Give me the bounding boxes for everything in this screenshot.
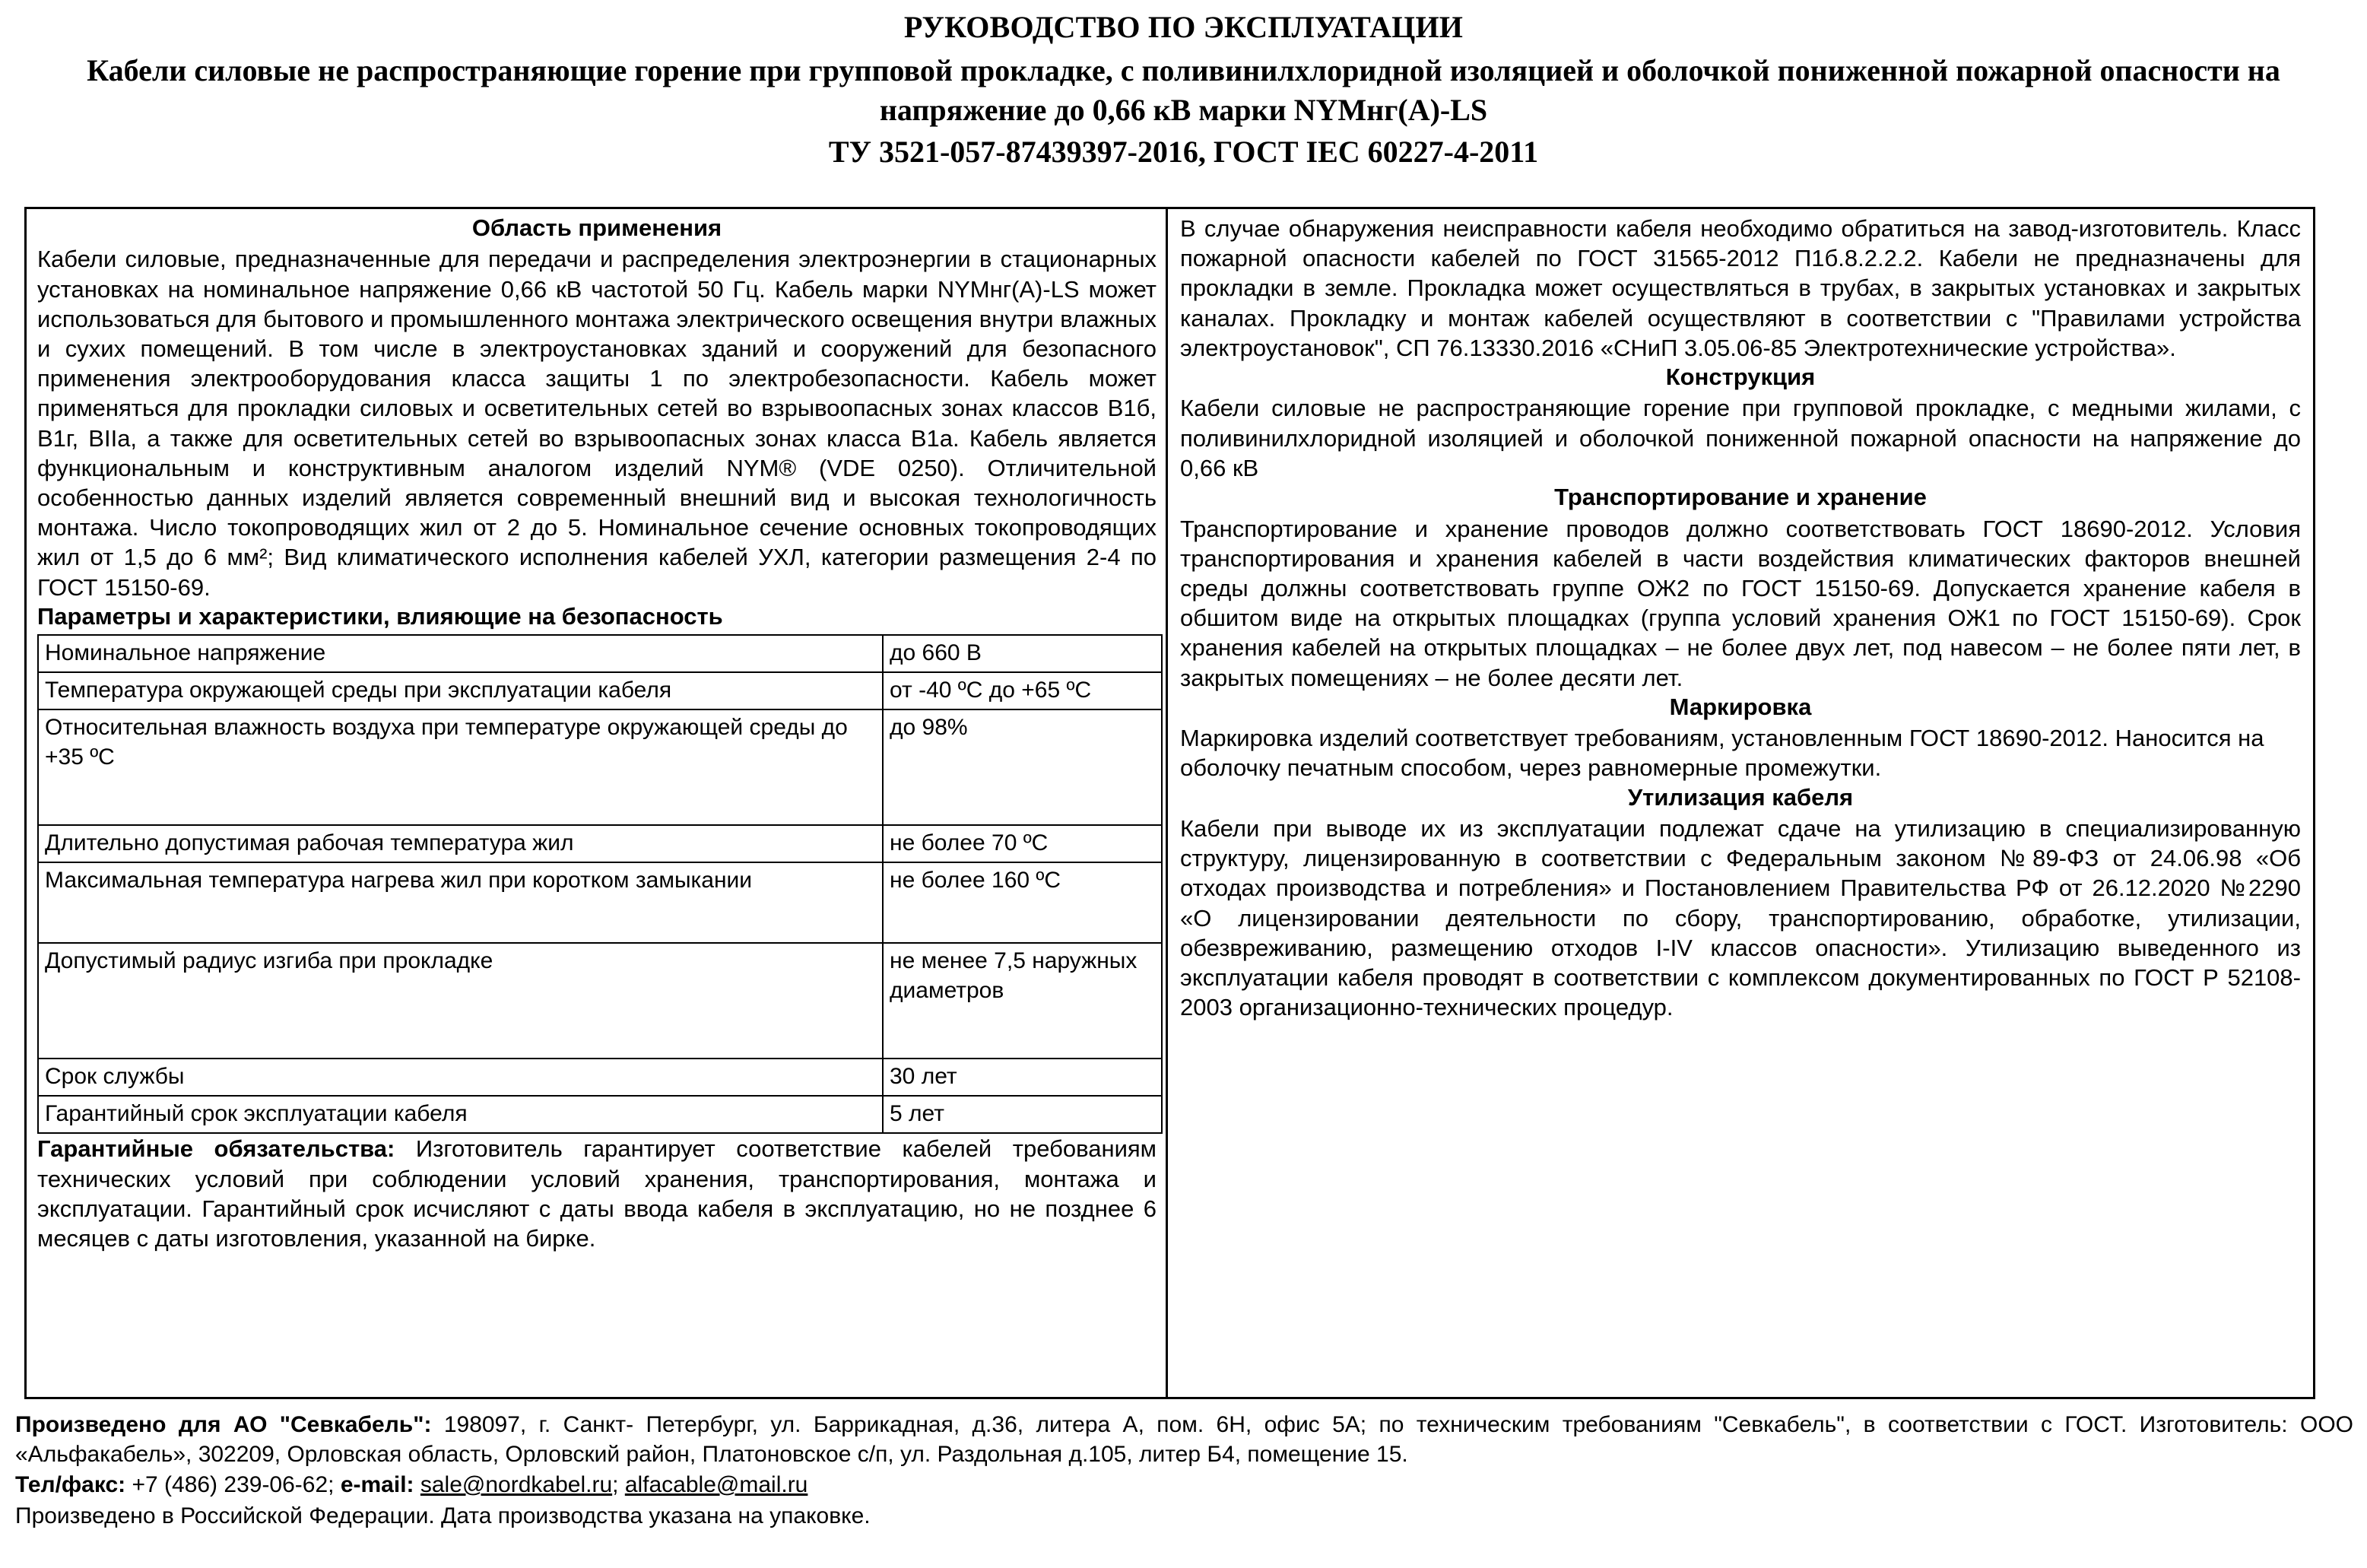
param-name: Температура окружающей среды при эксплуатации кабеля <box>38 672 883 709</box>
contact-line <box>15 1471 2353 1500</box>
document-title-block <box>0 0 2367 172</box>
warranty-text: Изготовитель гарантирует соответствие кабелей требованиям технических условий при соблюдении условий хранения, транспортирования, монтажа и эксплуатации. Гарантийный срок исчисляют с даты ввода кабеля в эксплуатацию, но не позднее 6 месяцев с даты изготовления, указанной на бирке. <box>37 1135 1157 1252</box>
disposal-paragraph: Кабели при выводе их из эксплуатации подлежат сдаче на утилизацию в специализированную структуру, лицензированную в соответствии с Федеральным законом №89-ФЗ от 24.06.98 «Об отходах производства и потребления» и Постановлением Правительства РФ от 26.12.2020 №2290 «О лицензировании деятельности по сбору, транспортированию, обработке, утилизации, обезвреживанию, размещению отходов I-IV классов опасности». Утилизацию выведенного из эксплуатации кабеля проводят в соответствии с комплексом документированных по ГОСТ Р 52108-2003 организационно-технических процедур. <box>1180 815 2301 1021</box>
warranty-paragraph <box>37 1134 1157 1253</box>
param-value: 30 лет <box>883 1059 1162 1096</box>
section-heading-parameters: Параметры и характеристики, влияющие на безопасность <box>37 602 723 630</box>
param-value: 5 лет <box>883 1096 1162 1133</box>
param-name: Относительная влажность воздуха при температуре окружающей среды до +35 ºС <box>38 709 883 825</box>
email-link-sale[interactable]: sale@nordkabel.ru <box>420 1472 613 1498</box>
param-value: не более 70 ºС <box>883 825 1162 862</box>
right-column <box>1168 209 2313 1397</box>
email-label: e-mail: <box>340 1472 414 1498</box>
marking-paragraph: Маркировка изделий соответствует требованиям, установленным ГОСТ 18690-2012. Наносится на оболочку печатным способом, через равномерные промежутки. <box>1180 725 2264 782</box>
email-link-alfacable[interactable]: alfacable@mail.ru <box>624 1472 808 1498</box>
fault-paragraph: В случае обнаружения неисправности кабеля необходимо обратиться на завод-изготовитель. Класс пожарной опасности кабелей по ГОСТ 31565-2012 П1б.8.2.2.2. Кабели не предназначены для прокладки в земле. Прокладка может осуществляться в трубах, в закрытых установках и закрытых каналах. Прокладку и монтаж кабелей осуществляют в соответствии с "Правилами устройства электроустановок", СП 76.13330.2016 «СНиП 3.05.06-85 Электротехнические устройства». <box>1180 215 2301 361</box>
phone-value: +7 (486) 239-06-62; <box>125 1472 341 1498</box>
produced-for-text: 198097, г. Санкт- Петербург, ул. Баррикадная, д.36, литера А, пом. 6Н, офис 5А; по техническим требованиям "Севкабель", в соответствии с ГОСТ. Изготовитель: ООО «Альфакабель», 302209, Орловская область, Орловский район, Платоновское с/п, ул. Раздольная д.105, литер Б4, помещение 15. <box>15 1412 2353 1467</box>
table-row <box>38 635 1162 672</box>
section-heading-transport: Транспортирование и хранение <box>1554 484 1927 511</box>
table-row <box>38 825 1162 862</box>
document-standards: ТУ 3521-057-87439397-2016, ГОСТ IEC 60227-4-2011 <box>828 134 1539 169</box>
param-value: от -40 ºС до +65 ºС <box>883 672 1162 709</box>
param-name: Длительно допустимая рабочая температура жил <box>38 825 883 862</box>
country-line: Произведено в Российской Федерации. Дата производства указана на упаковке. <box>15 1503 871 1528</box>
table-row <box>38 709 1162 825</box>
table-row <box>38 1059 1162 1096</box>
param-name: Допустимый радиус изгиба при прокладке <box>38 943 883 1059</box>
warranty-label: Гарантийные обязательства: <box>37 1135 395 1163</box>
parameters-table <box>37 634 1163 1134</box>
param-name: Максимальная температура нагрева жил при коротком замыкании <box>38 862 883 943</box>
param-value: до 660 В <box>883 635 1162 672</box>
param-name: Гарантийный срок эксплуатации кабеля <box>38 1096 883 1133</box>
produced-for-label: Произведено для АО "Севкабель": <box>15 1412 432 1437</box>
document-subtitle: Кабели силовые не распространяющие горение при групповой прокладке, с поливинилхлоридной изоляцией и оболочкой пониженной пожарной опасности на напряжение до 0,66 кВ марки NYMнг(A)-LS <box>87 52 2280 127</box>
section-heading-construction: Конструкция <box>1665 363 1816 391</box>
construction-paragraph: Кабели силовые не распространяющие горение при групповой прокладке, с медными жилами, с поливинилхлоридной изоляцией и оболочкой пониженной пожарной опасности на напряжение до 0,66 кВ <box>1180 395 2301 481</box>
param-name: Срок службы <box>38 1059 883 1096</box>
email-separator: ; <box>612 1472 625 1498</box>
table-row <box>38 1096 1162 1133</box>
manufacturer-line <box>15 1411 2353 1469</box>
param-value: не более 160 ºС <box>883 862 1162 943</box>
table-row <box>38 862 1162 943</box>
transport-paragraph: Транспортирование и хранение проводов должно соответствовать ГОСТ 18690-2012. Условия транспортирования и хранения кабелей в части воздействия климатических факторов внешней среды должны соответствовать группе ОЖ2 по ГОСТ 15150-69. Допускается хранение кабеля в обшитом виде на открытых площадках (группа условий хранения ОЖ1 по ГОСТ 15150-69). Срок хранения кабелей на открытых площадках – не более двух лет, под навесом – не более пяти лет, в закрытых помещениях – не более десяти лет. <box>1180 515 2301 691</box>
param-value: до 98% <box>883 709 1162 825</box>
document-footer <box>15 1411 2353 1532</box>
left-column <box>27 209 1168 1397</box>
section-heading-scope: Область применения <box>471 214 722 241</box>
section-heading-disposal: Утилизация кабеля <box>1627 783 1854 811</box>
table-row <box>38 672 1162 709</box>
content-frame <box>24 207 2315 1399</box>
section-heading-marking: Маркировка <box>1669 693 1812 720</box>
page-title: РУКОВОДСТВО ПО ЭКСПЛУАТАЦИИ <box>903 10 1464 44</box>
param-value: не менее 7,5 наружных диаметров <box>883 943 1162 1059</box>
phone-label: Тел/факс: <box>15 1472 126 1498</box>
table-row <box>38 943 1162 1059</box>
param-name: Номинальное напряжение <box>38 635 883 672</box>
scope-paragraph: Кабели силовые, предназначенные для передачи и распределения электроэнергии в стационарных установках на номинальное напряжение 0,66 кВ частотой 50 Гц. Кабель марки NYMнг(A)-LS может использоваться для бытового и промышленного монтажа электрического освещения внутри влажных и сухих помещений. В том числе в электроустановках зданий и сооружений для безопасного применения электрооборудования класса защиты 1 по электробезопасности. Кабель может применяться для прокладки силовых и осветительных сетей во взрывоопасных зонах классов В1б, В1г, ВIIа, а также для осветительных сетей во взрывоопасных зонах класса В1а. Кабель является функциональным и конструктивным аналогом изделий NYM® (VDE 0250). Отличительной особенностью данных изделий является современный внешний вид и высокая технологичность монтажа. Число токопроводящих жил от 2 до 5. Номинальное сечение основных токопроводящих жил от 1,5 до 6 мм²; Вид климатического исполнения кабелей УХЛ, категории размещения 2-4 по ГОСТ 15150-69. <box>37 246 1157 601</box>
